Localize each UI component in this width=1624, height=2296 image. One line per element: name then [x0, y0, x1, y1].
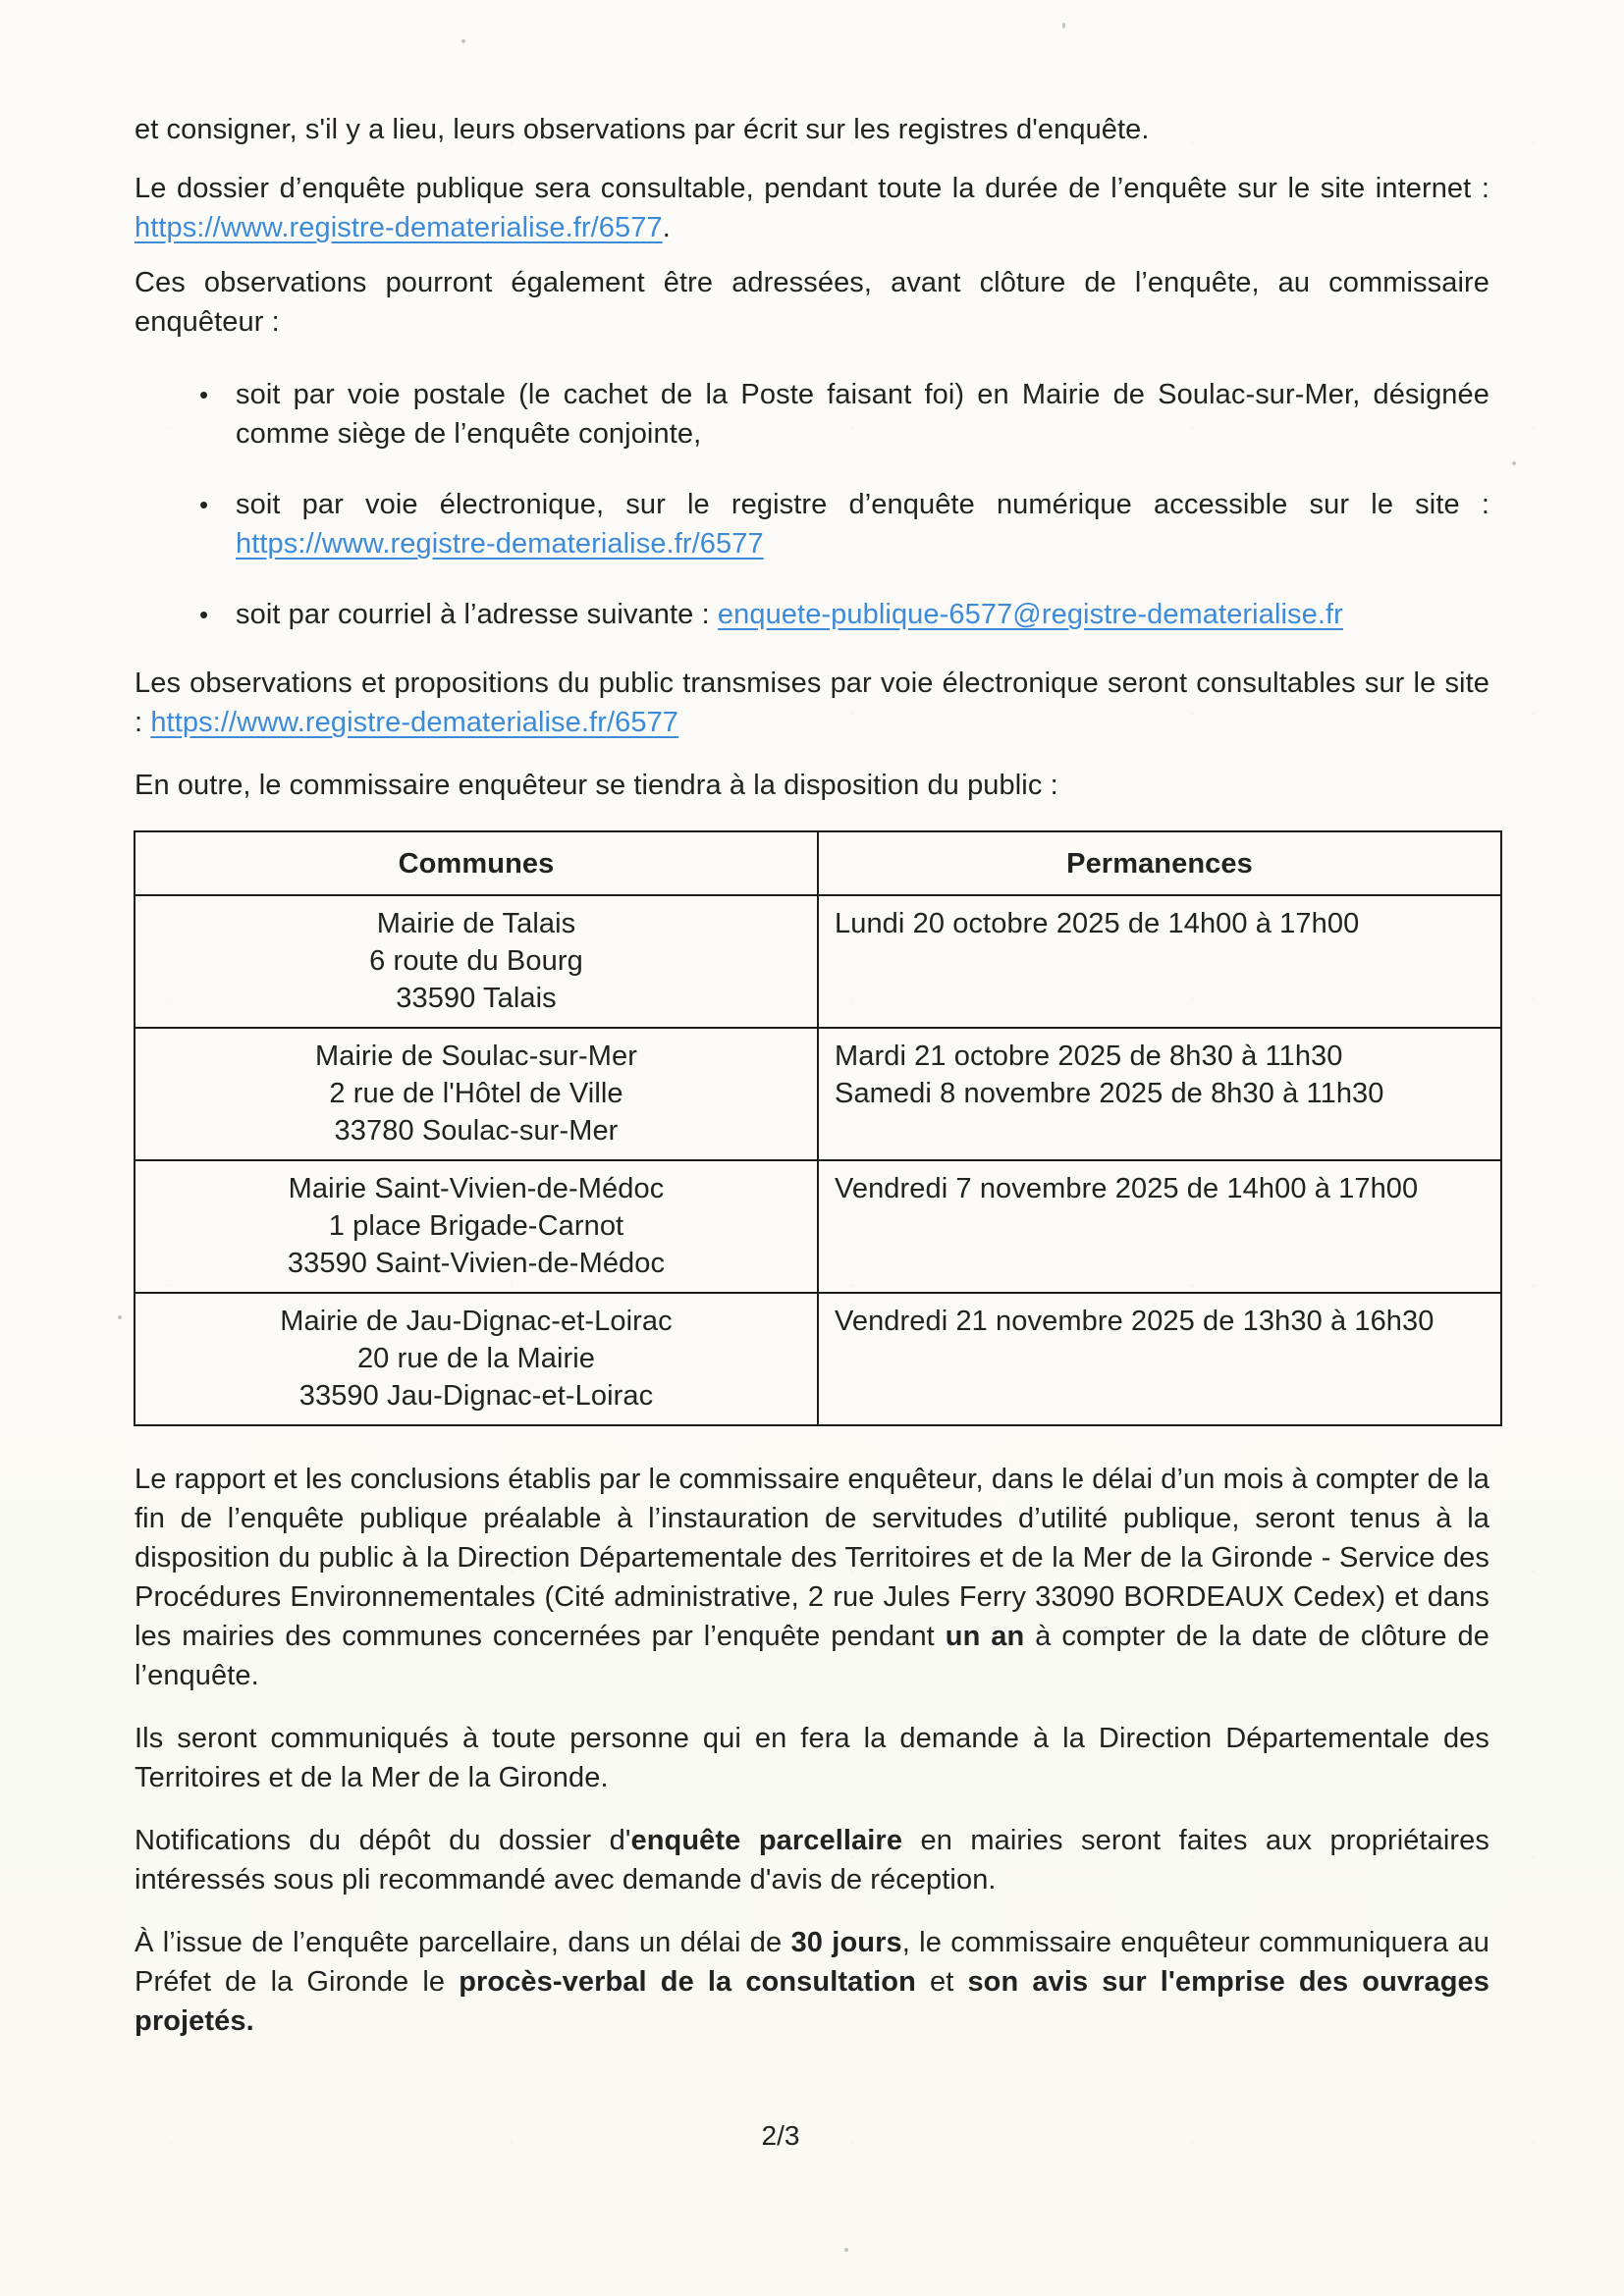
- paragraph-rapport-conclusions: [135, 1460, 1489, 1695]
- page-number: 2/3: [761, 2120, 800, 2151]
- text-segment: soit par voie électronique, sur le registre d’enquête numérique accessible sur le site :: [236, 489, 1489, 520]
- text-segment: procès-verbal de la consultation: [459, 1966, 916, 1998]
- permanence-cell: [818, 1293, 1501, 1425]
- paragraph-registres: [135, 110, 1489, 149]
- permanence-cell: [818, 1028, 1501, 1160]
- commune-line: Mairie de Soulac-sur-Mer: [315, 1041, 637, 1072]
- scan-speck: [461, 39, 465, 43]
- text-segment: soit par voie postale (le cachet de la Poste faisant foi) en Mairie de Soulac-sur-Mer, désignée comme siège de l’enquête conjointe,: [236, 379, 1489, 450]
- text-segment: En outre, le commissaire enquêteur se tiendra à la disposition du public :: [135, 770, 1058, 801]
- paragraph-disposition-public: [135, 766, 1489, 805]
- text-segment: Ils seront communiqués à toute personne qui en fera la demande à la Direction Départementale des Territoires et de la Mer de la Gironde.: [135, 1723, 1489, 1793]
- paragraph-observations-adressees: [135, 263, 1489, 342]
- commune-line: Mairie de Jau-Dignac-et-Loirac: [280, 1306, 673, 1337]
- paragraph-propositions-consultables: [135, 664, 1489, 742]
- bullet-icon: •: [199, 600, 209, 629]
- paragraph-issue-enquete: [135, 1923, 1489, 2041]
- permanence-cell: [818, 895, 1501, 1028]
- text-segment: à compter de la date de clôture de l’enquête.: [135, 1621, 1489, 1691]
- permanence-line: Lundi 20 octobre 2025 de 14h00 à 17h00: [835, 908, 1360, 939]
- paragraph-communiques: [135, 1719, 1489, 1797]
- bullet-voie-postale: [236, 375, 1489, 454]
- text-segment: Le rapport et les conclusions établis par le commissaire enquêteur, dans le délai d’un mois à compter de la fin de l’enquête publique préalable à l’instauration de servitudes d’utilité publique, seront tenus à la disposition du public à la Direction Départementale des Territoires et de la Mer de la Gironde - Service des Procédures Environnementales (Cité administrative, 2 rue Jules Ferry 33090 BORDEAUX Cedex) et dans les mairies des communes concernées par l’enquête pendant: [135, 1464, 1489, 1652]
- text-segment: Notifications du dépôt du dossier d': [135, 1825, 631, 1856]
- commune-cell: [135, 1028, 818, 1160]
- commune-line: Mairie de Talais: [376, 908, 576, 939]
- table-row: [135, 1293, 1501, 1425]
- bullet-courriel: [236, 595, 1489, 634]
- commune-line: 33590 Saint-Vivien-de-Médoc: [287, 1248, 666, 1279]
- list-item: [135, 595, 1489, 634]
- paragraph-notifications: [135, 1821, 1489, 1899]
- text-segment: enquête parcellaire: [630, 1825, 903, 1856]
- scan-speck: [1062, 23, 1065, 28]
- scan-speck: [844, 2248, 848, 2252]
- text-segment: .: [662, 212, 671, 243]
- column-header-permanences: Permanences: [818, 831, 1501, 895]
- table-header: [135, 831, 1501, 895]
- text-segment: et: [915, 1966, 968, 1998]
- commune-line: 33780 Soulac-sur-Mer: [334, 1115, 619, 1147]
- commune-line: 20 rue de la Mairie: [356, 1343, 596, 1374]
- table-row: [135, 1160, 1501, 1293]
- list-item: [135, 375, 1489, 454]
- text-segment: et consigner, s'il y a lieu, leurs observations par écrit sur les registres d'enquête.: [135, 114, 1150, 145]
- hyperlink[interactable]: enquete-publique-6577@registre-dematerialise.fr: [717, 599, 1343, 630]
- bullet-voie-electronique: [236, 485, 1489, 563]
- text-segment: un an: [945, 1621, 1025, 1652]
- text-segment: Ces observations pourront également être adressées, avant clôture de l’enquête, au commissaire enquêteur :: [135, 267, 1489, 338]
- paragraph-dossier-consultable: [135, 169, 1489, 247]
- commune-cell: [135, 895, 818, 1028]
- commune-line: 33590 Jau-Dignac-et-Loirac: [298, 1380, 654, 1412]
- permanences-table: [134, 830, 1502, 1426]
- permanence-line: Mardi 21 octobre 2025 de 8h30 à 11h30: [835, 1041, 1343, 1072]
- scan-speck: [1512, 461, 1516, 465]
- column-header-communes: Communes: [135, 831, 818, 895]
- list-item: [135, 485, 1489, 563]
- hyperlink[interactable]: https://www.registre-dematerialise.fr/6577: [135, 212, 663, 243]
- commune-line: 6 route du Bourg: [369, 945, 583, 977]
- commune-cell: [135, 1293, 818, 1425]
- scan-speck: [118, 1315, 122, 1319]
- text-segment: soit par courriel à l’adresse suivante :: [236, 599, 718, 630]
- document-body: [135, 110, 1489, 2041]
- text-segment: Le dossier d’enquête publique sera consultable, pendant toute la durée de l’enquête sur le site internet :: [135, 173, 1489, 204]
- table-row: [135, 895, 1501, 1028]
- table-header-row: [135, 831, 1501, 895]
- hyperlink[interactable]: https://www.registre-dematerialise.fr/6577: [236, 528, 764, 560]
- permanence-cell: [818, 1160, 1501, 1293]
- text-segment: Les observations et propositions du public transmises par voie électronique seront consultables sur le site :: [135, 667, 1489, 738]
- text-segment: en mairies seront faites aux propriétaires intéressés sous pli recommandé avec demande d'avis de réception.: [135, 1825, 1489, 1896]
- table-row: [135, 1028, 1501, 1160]
- text-segment: À l’issue de l’enquête parcellaire, dans un délai de: [135, 1927, 791, 1958]
- commune-line: 1 place Brigade-Carnot: [328, 1210, 624, 1242]
- permanence-line: Vendredi 21 novembre 2025 de 13h30 à 16h30: [835, 1306, 1435, 1337]
- submission-options-list: [135, 375, 1489, 634]
- bullet-icon: •: [199, 380, 209, 409]
- text-segment: 30 jours: [790, 1927, 902, 1958]
- hyperlink[interactable]: https://www.registre-dematerialise.fr/6577: [150, 707, 679, 738]
- bullet-icon: •: [199, 490, 209, 519]
- commune-cell: [135, 1160, 818, 1293]
- permanence-line: Samedi 8 novembre 2025 de 8h30 à 11h30: [835, 1078, 1384, 1109]
- commune-line: Mairie Saint-Vivien-de-Médoc: [288, 1173, 665, 1204]
- text-segment: son avis sur l'emprise des ouvrages projetés.: [135, 1966, 1489, 2037]
- commune-line: 33590 Talais: [396, 983, 557, 1014]
- commune-line: 2 rue de l'Hôtel de Ville: [329, 1078, 623, 1109]
- text-segment: , le commissaire enquêteur communiquera au Préfet de la Gironde le: [135, 1927, 1489, 1998]
- permanence-line: Vendredi 7 novembre 2025 de 14h00 à 17h00: [835, 1173, 1419, 1204]
